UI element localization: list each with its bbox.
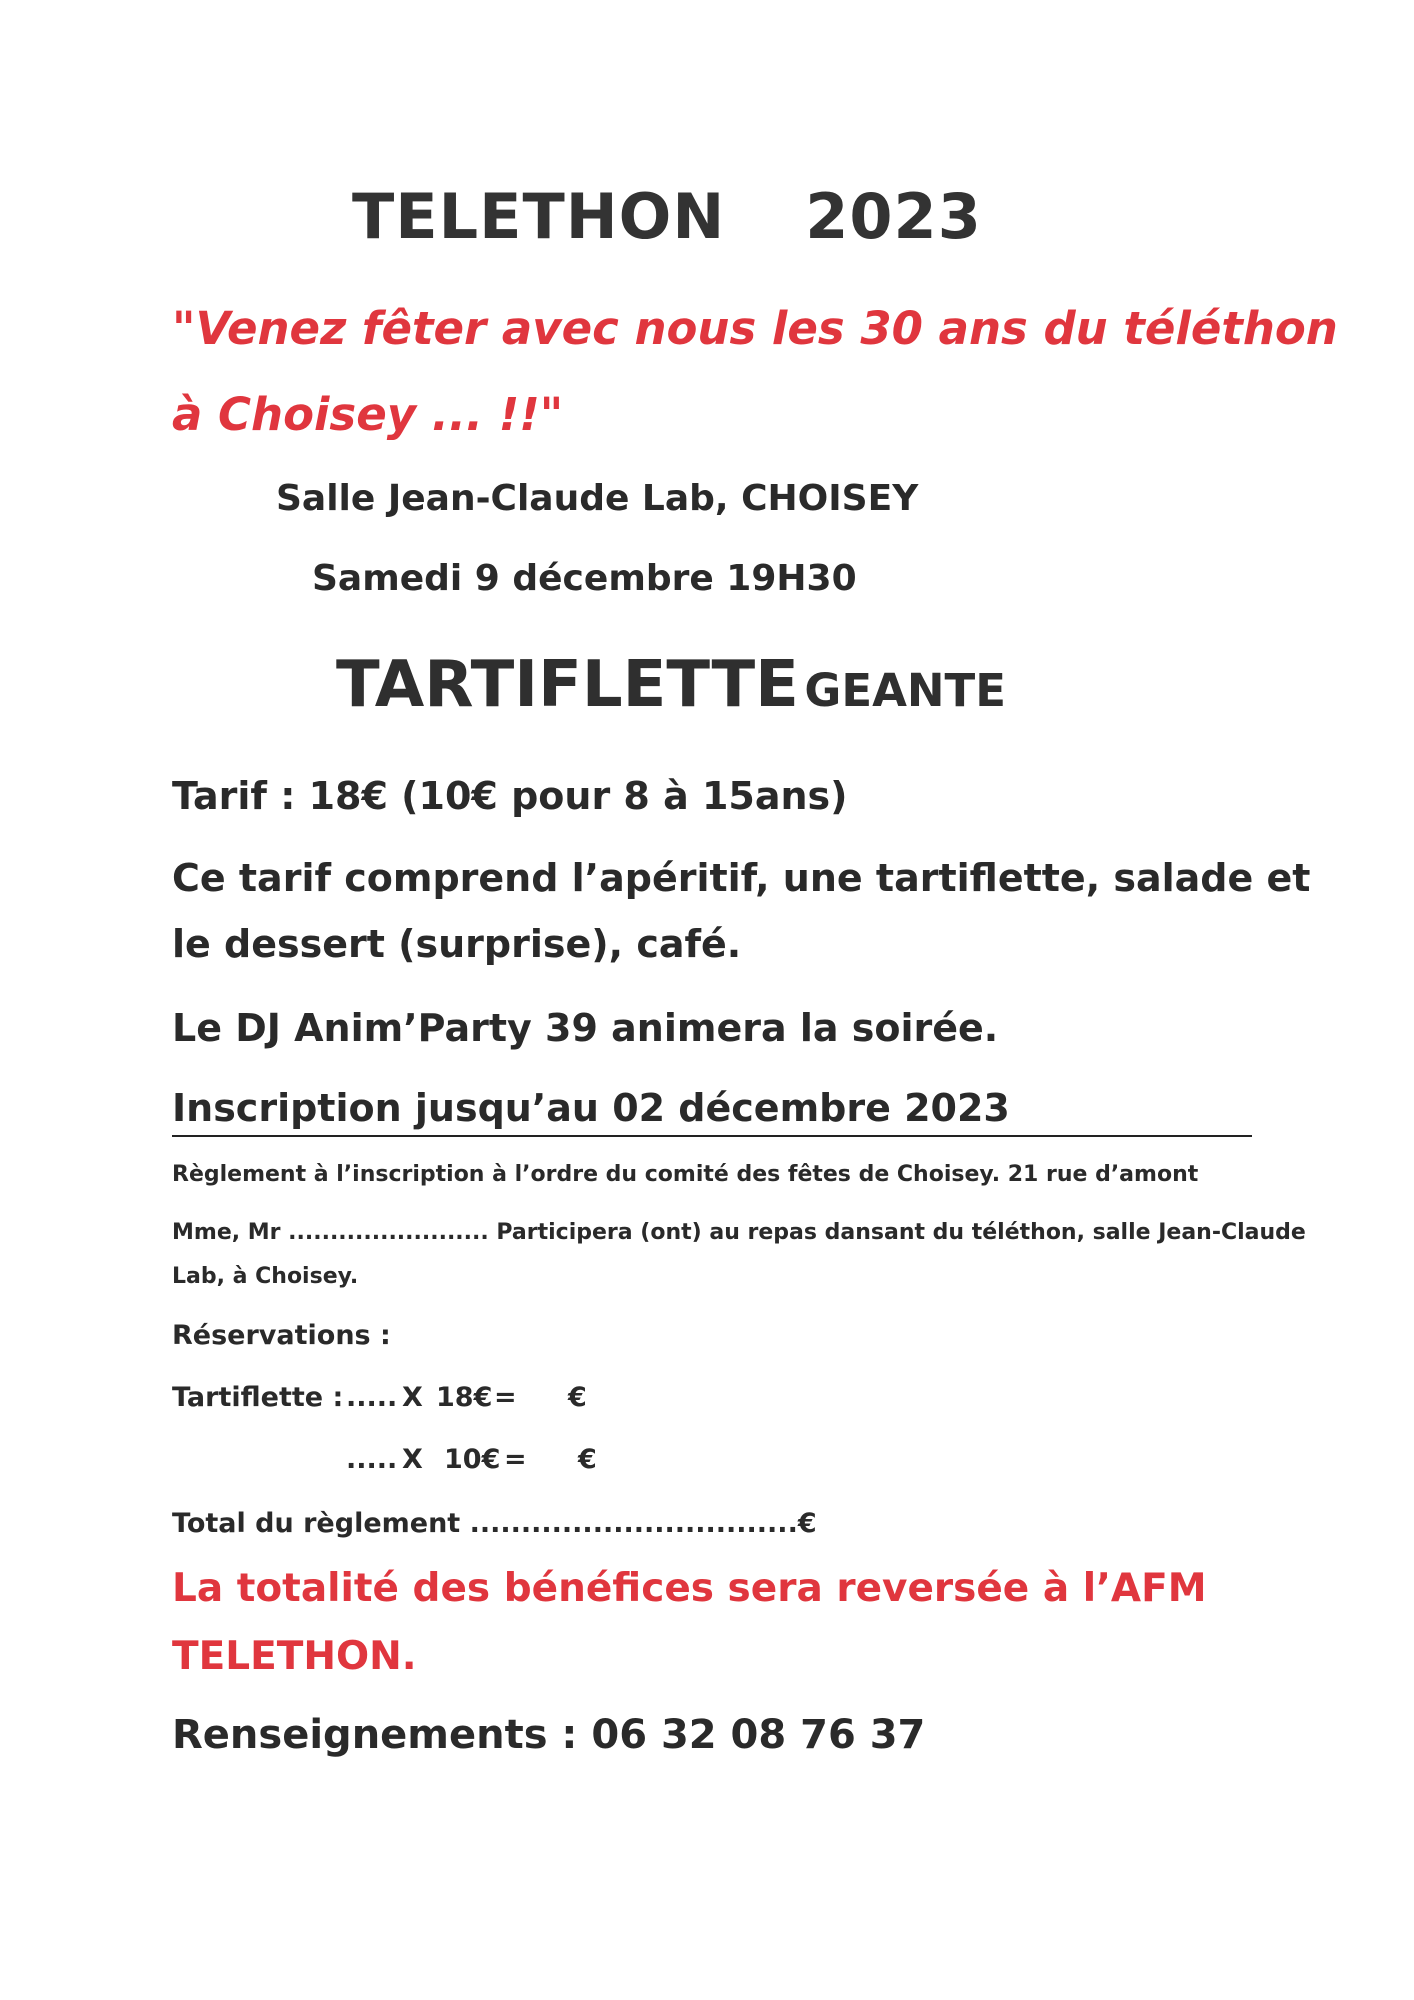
- child-subtotal-currency: €: [578, 1444, 597, 1475]
- registration-deadline: Inscription jusqu’au 02 décembre 2023: [172, 1086, 1010, 1130]
- tarif-text: Tarif : 18€ (10€ pour 8 à 15ans): [172, 774, 848, 818]
- page-title: [352, 180, 982, 253]
- child-equals-sign: =: [504, 1444, 527, 1475]
- adult-times-sign: X: [402, 1382, 423, 1413]
- title-year: 2023: [805, 180, 982, 253]
- payment-note: Règlement à l’inscription à l’ordre du comité des fêtes de Choisey. 21 rue d’amont: [172, 1162, 1199, 1187]
- benefits-line-1: La totalité des bénéfices sera reversée à l’AFM: [172, 1566, 1207, 1611]
- dish-main: TARTIFLETTE: [336, 648, 799, 722]
- total-payment-line[interactable]: Total du règlement ................................€: [172, 1508, 817, 1539]
- includes-line-1: Ce tarif comprend l’apéritif, une tartiflette, salade et: [172, 856, 1311, 900]
- adult-subtotal-currency: €: [568, 1382, 587, 1413]
- reservations-label: Réservations :: [172, 1320, 391, 1351]
- includes-line-2: le dessert (surprise), café.: [172, 922, 742, 966]
- participant-line-2: Lab, à Choisey.: [172, 1264, 359, 1289]
- participant-line-1: Mme, Mr ........................ Participera (ont) au repas dansant du téléthon, salle Jean-Claude: [172, 1220, 1306, 1245]
- title-word: TELETHON: [352, 180, 726, 253]
- adult-price: 18€: [436, 1382, 493, 1413]
- dj-text: Le DJ Anim’Party 39 animera la soirée.: [172, 1006, 999, 1050]
- invitation-line-1: "Venez fêter avec nous les 30 ans du téléthon: [172, 302, 1338, 355]
- adult-quantity-field[interactable]: .....: [346, 1382, 398, 1413]
- invitation-line-2: à Choisey ... !!": [172, 388, 564, 441]
- child-times-sign: X: [402, 1444, 423, 1475]
- cut-line-divider: [172, 1135, 1252, 1137]
- dish-heading: [336, 648, 1006, 722]
- adult-equals-sign: =: [494, 1382, 517, 1413]
- child-price: 10€: [444, 1444, 501, 1475]
- child-quantity-field[interactable]: .....: [346, 1444, 398, 1475]
- tartiflette-label: Tartiflette :: [172, 1382, 344, 1413]
- event-date: Samedi 9 décembre 19H30: [312, 558, 857, 599]
- benefits-line-2: TELETHON.: [172, 1634, 417, 1679]
- contact-info: Renseignements : 06 32 08 76 37: [172, 1712, 926, 1758]
- event-venue: Salle Jean-Claude Lab, CHOISEY: [276, 478, 919, 519]
- dish-qualifier: GEANTE: [804, 664, 1006, 717]
